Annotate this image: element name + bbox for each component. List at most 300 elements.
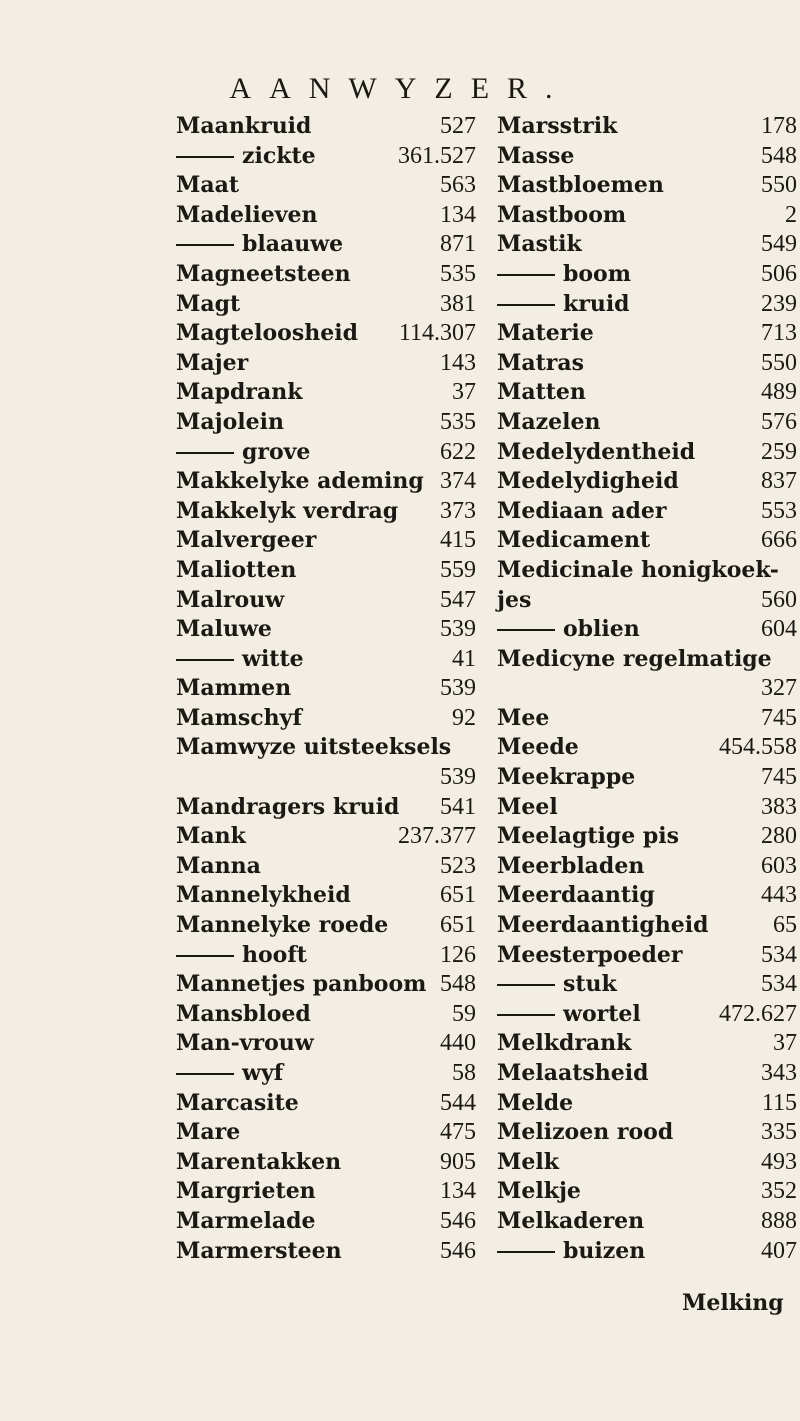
term-text: Meerdaantig — [497, 882, 655, 909]
index-entry — [497, 349, 797, 379]
index-entry — [176, 1029, 476, 1059]
page-number: 713 — [761, 320, 797, 347]
entry-term — [176, 319, 358, 349]
entry-term — [497, 911, 708, 941]
index-entry — [176, 201, 476, 231]
entry-term — [497, 586, 531, 616]
term-text: Mannelykheid — [176, 882, 351, 909]
entry-term — [497, 1029, 631, 1059]
entry-term — [176, 260, 351, 290]
term-text: Man-vrouw — [176, 1030, 314, 1057]
page-number: 604 — [761, 616, 797, 643]
index-entry — [497, 497, 797, 527]
term-text: grove — [242, 438, 311, 465]
page-number: 548 — [761, 142, 797, 169]
entry-term — [497, 645, 772, 675]
page-number: 550 — [761, 349, 797, 376]
entry-term — [176, 408, 284, 438]
entry-term — [497, 852, 644, 882]
entry-term — [176, 171, 239, 201]
entry-term — [497, 408, 600, 438]
index-entry — [497, 1237, 797, 1267]
entry-term — [497, 349, 584, 379]
index-entry — [176, 674, 476, 704]
page-number: 115 — [761, 1089, 797, 1116]
page-number: 280 — [761, 823, 797, 850]
index-entry — [497, 378, 797, 408]
page-number: 343 — [761, 1060, 797, 1086]
entry-term — [176, 349, 248, 379]
index-entry — [176, 1207, 476, 1237]
entry-term — [176, 497, 398, 527]
entry-term — [497, 497, 666, 527]
entry-term — [176, 674, 291, 704]
ditto-dash — [497, 1014, 555, 1016]
page-number: 374 — [440, 468, 476, 495]
page-number: 239 — [761, 290, 797, 317]
page-number: 381 — [440, 290, 476, 317]
term-text: Melaatsheid — [497, 1060, 649, 1086]
entry-term — [176, 881, 351, 911]
term-text: Mare — [176, 1119, 241, 1146]
entry-term — [497, 526, 650, 556]
index-entry — [497, 763, 797, 793]
term-text: Mastik — [497, 231, 582, 258]
page-number: 37 — [773, 1030, 797, 1057]
index-entry — [497, 1059, 797, 1089]
term-text: Magt — [176, 290, 241, 317]
term-text: Melde — [497, 1089, 574, 1116]
term-text: Marmersteen — [176, 1237, 342, 1264]
sub-entry-term — [497, 970, 617, 1000]
entry-term — [176, 1118, 240, 1148]
page-number: 745 — [761, 704, 797, 731]
page-number: 506 — [761, 260, 797, 287]
entry-term — [497, 201, 626, 231]
index-entry — [176, 171, 476, 201]
entry-term — [176, 467, 424, 497]
index-entry — [176, 556, 476, 586]
page-number: 535 — [440, 408, 476, 435]
index-entry — [176, 704, 476, 734]
term-text: Meesterpoeder — [497, 941, 683, 968]
entry-term — [497, 378, 586, 408]
entry-term — [497, 763, 635, 793]
page-number: 905 — [440, 1148, 476, 1175]
ditto-dash — [176, 1073, 234, 1075]
term-text: Medicyne regelmatige — [497, 645, 772, 672]
page-number: 550 — [761, 172, 797, 199]
page-number: 65 — [773, 912, 797, 939]
entry-term — [176, 201, 317, 231]
sub-entry-term — [497, 1000, 641, 1030]
ditto-dash — [176, 955, 234, 957]
entry-term — [176, 112, 311, 142]
entry-term — [497, 1177, 581, 1207]
entry-term — [176, 852, 261, 882]
term-text: hooft — [242, 941, 307, 968]
page-number: 534 — [761, 941, 797, 968]
index-entry — [176, 733, 476, 763]
term-text: oblien — [563, 616, 640, 643]
index-entry — [497, 970, 797, 1000]
index-entry — [176, 822, 476, 852]
term-text: Mansbloed — [176, 1000, 311, 1027]
entry-term — [497, 704, 549, 734]
entry-term — [497, 438, 695, 468]
sub-entry-term — [176, 230, 343, 260]
term-text: Mapdrank — [176, 379, 303, 406]
page-number: 539 — [440, 764, 476, 791]
page-number: 622 — [440, 438, 476, 465]
term-text: Mazelen — [497, 408, 601, 435]
page-number: 559 — [440, 556, 476, 583]
index-entry — [176, 408, 476, 438]
term-text: Maliotten — [176, 556, 297, 583]
index-entry — [176, 497, 476, 527]
page-number: 534 — [761, 971, 797, 998]
term-text: Marcasite — [176, 1089, 299, 1116]
term-text: buizen — [563, 1237, 646, 1264]
term-text: Madelieven — [176, 201, 318, 228]
entry-term — [497, 793, 558, 823]
index-entry — [176, 763, 476, 793]
term-text: kruid — [563, 290, 630, 317]
page-number: 472.627 — [719, 1000, 797, 1027]
page-number: 871 — [440, 231, 476, 258]
index-entry — [176, 1237, 476, 1267]
index-entry — [497, 1000, 797, 1030]
term-text: Medicament — [497, 527, 651, 554]
term-text: Melkaderen — [497, 1207, 645, 1234]
term-text: Meede — [497, 734, 579, 761]
term-text: Mastbloemen — [497, 172, 664, 199]
index-entry — [497, 674, 797, 704]
entry-term — [497, 556, 779, 586]
term-text: Marentakken — [176, 1148, 342, 1175]
ditto-dash — [497, 984, 555, 986]
index-entry — [176, 852, 476, 882]
page-number: 544 — [440, 1089, 476, 1116]
term-text: Melkdrank — [497, 1030, 632, 1057]
term-text: Malrouw — [176, 586, 285, 613]
page-number: 383 — [761, 793, 797, 820]
page-number: 523 — [440, 852, 476, 879]
index-entry — [176, 526, 476, 556]
page-number: 2 — [785, 201, 797, 228]
index-entry — [176, 881, 476, 911]
term-text: Margrieten — [176, 1178, 316, 1205]
page-number: 114.307 — [398, 320, 476, 347]
index-column-right — [497, 112, 797, 1266]
term-text: Magneetsteen — [176, 260, 351, 287]
index-column-left — [176, 112, 476, 1266]
page-number: 37 — [452, 379, 476, 406]
ditto-dash — [497, 629, 555, 631]
sub-entry-term — [176, 1059, 283, 1089]
index-entry — [497, 1148, 797, 1178]
entry-term — [176, 615, 272, 645]
entry-term — [176, 970, 426, 1000]
term-text: Meel — [497, 793, 558, 820]
index-entry — [497, 142, 797, 172]
page-number: 335 — [761, 1119, 797, 1146]
entry-term — [497, 319, 594, 349]
ditto-dash — [497, 304, 555, 306]
index-entry — [176, 615, 476, 645]
index-entry — [176, 586, 476, 616]
sub-entry-term — [176, 142, 316, 172]
sub-entry-term — [176, 645, 304, 675]
page-number: 539 — [440, 675, 476, 702]
term-text: boom — [563, 260, 632, 287]
term-text: Maat — [176, 172, 240, 199]
page-number: 651 — [440, 882, 476, 909]
index-entry — [176, 1059, 476, 1089]
page-number: 134 — [440, 201, 476, 228]
index-entry — [176, 793, 476, 823]
term-text: Materie — [497, 320, 594, 347]
term-text: Medelydigheid — [497, 468, 679, 495]
term-text: Malvergeer — [176, 527, 317, 554]
page-number: 553 — [761, 497, 797, 524]
index-entry — [176, 230, 476, 260]
index-entry — [497, 526, 797, 556]
page-number: 547 — [440, 586, 476, 613]
page-number: 415 — [440, 527, 476, 554]
term-text: Maankruid — [176, 113, 312, 139]
page-number: 407 — [761, 1237, 797, 1264]
sub-entry-term — [497, 290, 630, 320]
entry-term — [176, 1089, 299, 1119]
term-text: Makkelyk verdrag — [176, 497, 399, 524]
page-number: 59 — [452, 1000, 476, 1027]
page-header: AANWYZER. — [229, 72, 571, 105]
index-entry — [497, 852, 797, 882]
index-entry — [497, 260, 797, 290]
term-text: Mannetjes panboom — [176, 971, 427, 998]
term-text: Maluwe — [176, 616, 272, 643]
page-number: 475 — [440, 1119, 476, 1146]
page-number: 560 — [761, 586, 797, 613]
ditto-dash — [176, 659, 234, 661]
term-text: Meerbladen — [497, 852, 645, 879]
entry-term — [176, 911, 388, 941]
term-text: Magteloosheid — [176, 320, 358, 347]
index-entry — [176, 349, 476, 379]
index-entry — [497, 290, 797, 320]
index-entry — [176, 290, 476, 320]
page-number: 92 — [452, 704, 476, 731]
page-number: 327 — [761, 675, 797, 702]
term-text: Majolein — [176, 408, 284, 435]
page-number: 888 — [761, 1207, 797, 1234]
page-number: 745 — [761, 764, 797, 791]
index-entry — [176, 1177, 476, 1207]
index-entry — [497, 645, 797, 675]
term-text: Melkje — [497, 1178, 581, 1205]
entry-term — [497, 1059, 649, 1089]
term-text: Medicinale honigkoek- — [497, 556, 779, 583]
index-entry — [497, 733, 797, 763]
index-entry — [497, 230, 797, 260]
entry-term — [176, 378, 302, 408]
page-number: 549 — [761, 231, 797, 258]
term-text: Matten — [497, 379, 586, 406]
index-entry — [176, 467, 476, 497]
entry-term — [497, 1148, 559, 1178]
sub-entry-term — [497, 260, 631, 290]
index-entry — [176, 970, 476, 1000]
entry-term — [497, 171, 664, 201]
page-number: 576 — [761, 408, 797, 435]
page-number: 361.527 — [398, 142, 476, 169]
index-entry — [497, 822, 797, 852]
term-text: wyf — [242, 1060, 284, 1086]
term-text: Meerdaantigheid — [497, 912, 709, 939]
index-entry — [497, 556, 797, 586]
entry-term — [497, 1118, 673, 1148]
page-number: 546 — [440, 1237, 476, 1264]
term-text: Mamwyze uitsteeksels — [176, 734, 452, 761]
entry-term — [176, 793, 399, 823]
term-text: jes — [497, 586, 532, 613]
term-text: Melk — [497, 1148, 559, 1175]
sub-entry-term — [176, 941, 307, 971]
entry-term — [497, 1207, 644, 1237]
term-text: Mee — [497, 704, 550, 731]
index-entry — [176, 1089, 476, 1119]
entry-term — [497, 881, 655, 911]
index-entry — [497, 201, 797, 231]
index-entry — [497, 467, 797, 497]
page-number: 440 — [440, 1030, 476, 1057]
index-entry — [176, 911, 476, 941]
entry-term — [176, 1237, 342, 1267]
page-number: 603 — [761, 852, 797, 879]
entry-term — [176, 290, 240, 320]
term-text: witte — [242, 645, 304, 672]
index-entry — [497, 793, 797, 823]
page-number: 143 — [440, 349, 476, 376]
term-text: Mastboom — [497, 201, 627, 228]
page-number: 352 — [761, 1178, 797, 1205]
ditto-dash — [176, 452, 234, 454]
page-number: 541 — [440, 793, 476, 820]
index-entry — [176, 112, 476, 142]
term-text: Meekrappe — [497, 764, 636, 791]
term-text: Makkelyke ademing — [176, 468, 424, 495]
page-number: 837 — [761, 468, 797, 495]
page-number: 527 — [440, 113, 476, 139]
page-number: 548 — [440, 971, 476, 998]
index-entry — [497, 319, 797, 349]
ditto-dash — [497, 274, 555, 276]
index-entry — [176, 260, 476, 290]
entry-term — [176, 822, 246, 852]
sub-entry-term — [176, 438, 310, 468]
term-text: Mediaan ader — [497, 497, 667, 524]
page-number: 58 — [452, 1060, 476, 1086]
term-text: Melizoen rood — [497, 1119, 674, 1146]
index-entry — [176, 1118, 476, 1148]
page-number: 651 — [440, 912, 476, 939]
term-text: Marmelade — [176, 1207, 316, 1234]
page-number: 563 — [440, 172, 476, 199]
index-entry — [497, 408, 797, 438]
page-number: 535 — [440, 260, 476, 287]
index-entry — [497, 1177, 797, 1207]
page-number: 373 — [440, 497, 476, 524]
page-number: 489 — [761, 379, 797, 406]
index-entry — [497, 586, 797, 616]
index-entry — [497, 615, 797, 645]
term-text: wortel — [563, 1000, 641, 1027]
term-text: blaauwe — [242, 231, 344, 258]
term-text: Mank — [176, 823, 246, 850]
ditto-dash — [497, 1251, 555, 1253]
term-text: Mammen — [176, 675, 292, 702]
term-text: Manna — [176, 852, 261, 879]
page-number: 493 — [761, 1148, 797, 1175]
page-number: 546 — [440, 1207, 476, 1234]
index-entry — [497, 1118, 797, 1148]
entry-term — [176, 1029, 314, 1059]
term-text: Majer — [176, 349, 249, 376]
term-text: Mamschyf — [176, 704, 302, 731]
entry-term — [176, 1000, 311, 1030]
term-text: Medelydentheid — [497, 438, 696, 465]
index-entry — [176, 1000, 476, 1030]
sub-entry-term — [497, 1237, 645, 1267]
page-number: 454.558 — [719, 734, 797, 761]
index-entry — [497, 171, 797, 201]
term-text: Mandragers kruid — [176, 793, 400, 820]
index-entry — [497, 1029, 797, 1059]
entry-term — [497, 733, 579, 763]
entry-term — [497, 230, 582, 260]
page-number: 134 — [440, 1178, 476, 1205]
entry-term — [497, 142, 574, 172]
index-entry — [176, 319, 476, 349]
index-entry — [497, 704, 797, 734]
index-entry — [497, 1207, 797, 1237]
index-entry — [497, 941, 797, 971]
ditto-dash — [176, 156, 234, 158]
term-text: Masse — [497, 142, 575, 169]
page-number: 41 — [452, 645, 476, 672]
term-text: Marsstrik — [497, 113, 618, 139]
page-number: 259 — [761, 438, 797, 465]
index-entry — [176, 438, 476, 468]
entry-term — [176, 1177, 316, 1207]
page-number: 666 — [761, 527, 797, 554]
entry-term — [497, 822, 679, 852]
term-text: Mannelyke roede — [176, 912, 389, 939]
term-text: Meelagtige pis — [497, 823, 680, 850]
entry-term — [176, 556, 296, 586]
index-entry — [176, 645, 476, 675]
index-entry — [497, 1089, 797, 1119]
ditto-dash — [176, 244, 234, 246]
entry-term — [176, 704, 302, 734]
index-entry — [497, 911, 797, 941]
page-number: 443 — [761, 882, 797, 909]
term-text: stuk — [563, 971, 617, 998]
entry-term — [497, 941, 683, 971]
entry-term — [497, 112, 617, 142]
entry-term — [176, 1207, 315, 1237]
